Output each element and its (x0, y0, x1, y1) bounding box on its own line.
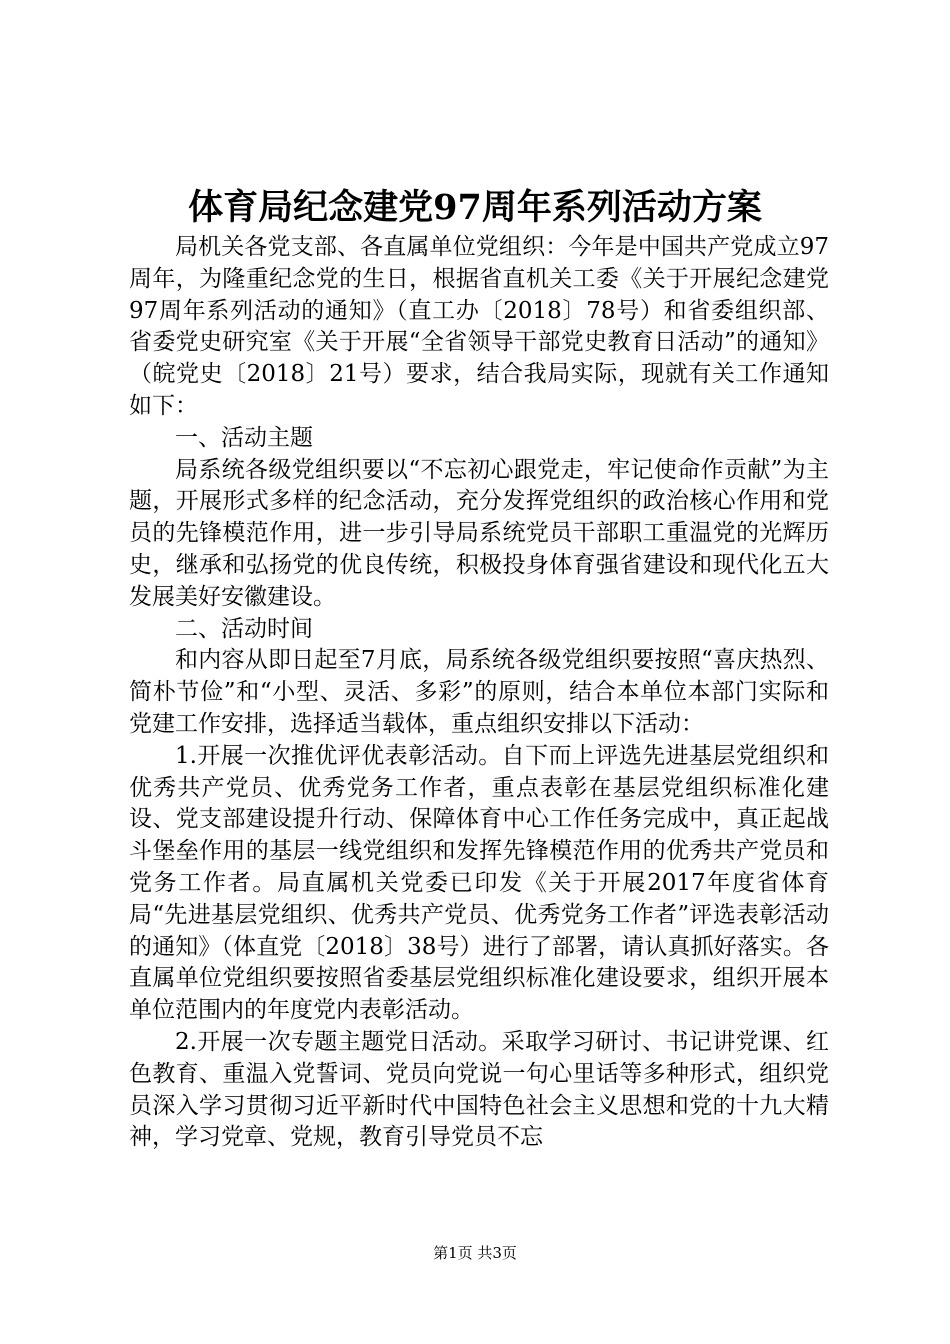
paragraph-intro: 局机关各党支部、各直属单位党组织：今年是中国共产党成立97周年，为隆重纪念党的生日，根据省直机关工委《关于开展纪念建党97周年系列活动的通知》（直工办〔2018〕78号）和省委组织部、省委党史研究室《关于开展“全省领导干部党史教育日活动”的通知》（皖党史〔2018〕21号）要求，结合我局实际，现就有关工作通知如下： (129, 234, 829, 419)
section-heading-theme: 一、活动主题 (175, 424, 313, 451)
paragraph-theme: 局系统各级党组织要以“不忘初心跟党走，牢记使命作贡献”为主题，开展形式多样的纪念活动，充分发挥党组织的政治核心作用和党员的先锋模范作用，进一步引导局系统党员干部职工重温党的光辉历史，继承和弘扬党的优良传统，积极投身体育强省建设和现代化五大发展美好安徽建设。 (129, 456, 829, 610)
paragraph-item-1: 1.开展一次推优评优表彰活动。自下而上评选先进基层党组织和优秀共产党员、优秀党务工作者，重点表彰在基层党组织标准化建设、党支部建设提升行动、保障体育中心工作任务完成中，真正起战斗堡垒作用的基层一线党组织和发挥先锋模范作用的优秀共产党员和党务工作者。局直属机关党委已印发《关于开展2017年度省体育局“先进基层党组织、优秀共产党员、优秀党务工作者”评选表彰活动的通知》（体直党〔2018〕38号）进行了部署，请认真抓好落实。各直属单位党组织要按照省委基层党组织标准化建设要求，组织开展本单位范围内的年度党内表彰活动。 (129, 742, 829, 1024)
page-footer: 第1页 共3页 (433, 1244, 517, 1262)
document-title: 体育局纪念建党97周年系列活动方案 (188, 187, 762, 228)
section-heading-time: 二、活动时间 (175, 615, 313, 642)
document-body (129, 232, 829, 1154)
paragraph-item-2: 2.开展一次专题主题党日活动。采取学习研讨、书记讲党课、红色教育、重温入党誓词、党员向党说一句心里话等多种形式，组织党员深入学习贯彻习近平新时代中国特色社会主义思想和党的十九大精神，学习党章、党规，教育引导党员不忘 (129, 1028, 829, 1151)
paragraph-time: 和内容从即日起至7月底，局系统各级党组织要按照“喜庆热烈、简朴节俭”和“小型、灵活、多彩”的原则，结合本单位本部门实际和党建工作安排，选择适当载体，重点组织安排以下活动： (129, 647, 829, 737)
